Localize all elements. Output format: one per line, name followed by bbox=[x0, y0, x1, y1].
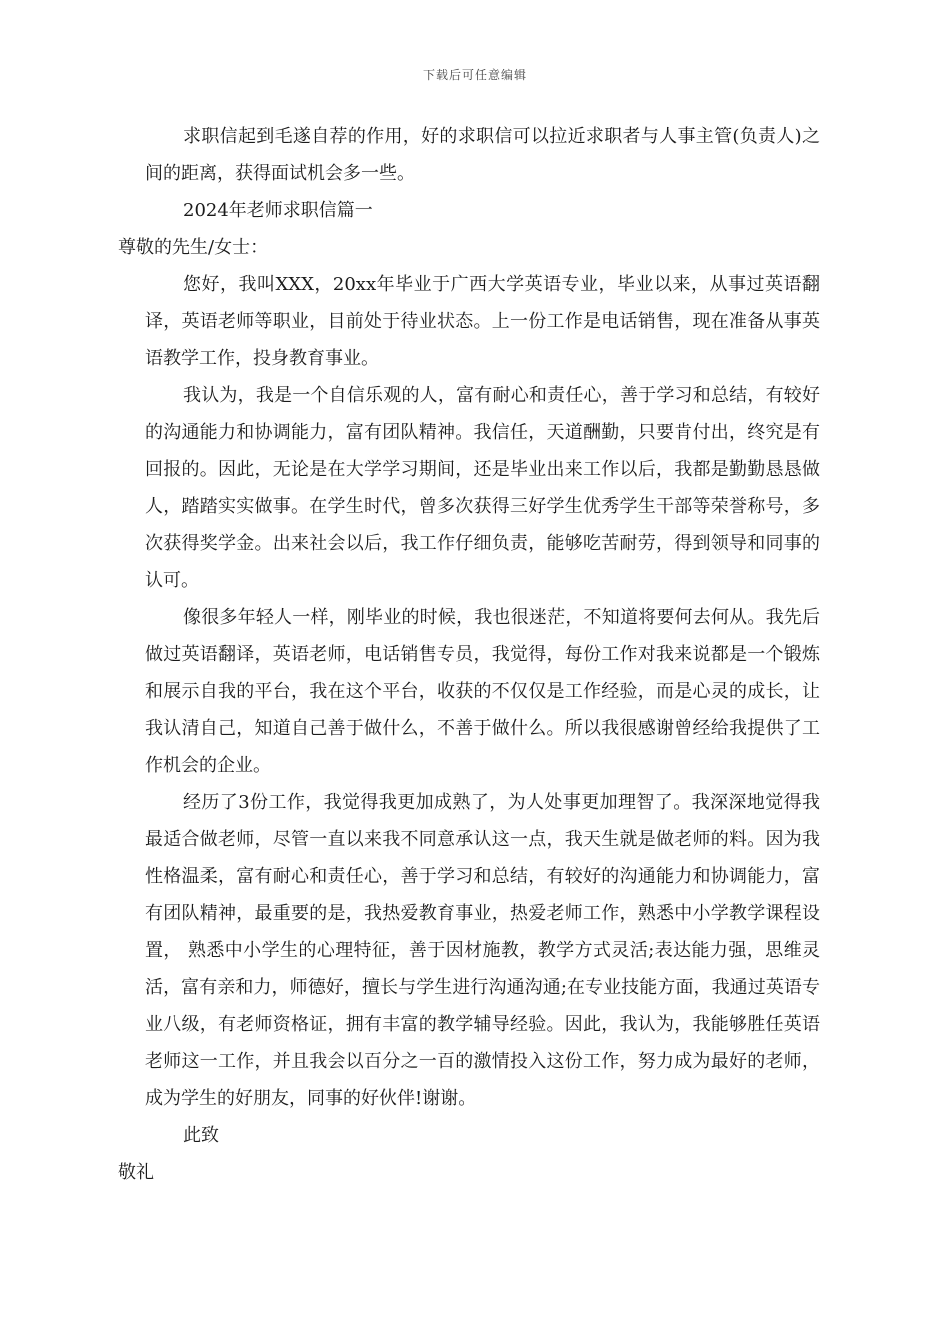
letter-paragraph: 经历了3份工作，我觉得我更加成熟了，为人处事更加理智了。我深深地觉得我最适合做老师，尽管一直以来我不同意承认这一点，我天生就是做老师的料。因为我性格温柔，富有耐心和责任心，善于学习和总结，有较好的沟通能力和协调能力，富有团队精神，最重要的是，我热爱教育事业，热爱老师工作，熟悉中小学教学课程设置， 熟悉中小学生的心理特征，善于因材施教，教学方式灵活;表达能力强，思维灵活，富有亲和力，师德好，擅长与学生进行沟通沟通;在专业技能方面，我通过英语专业八级，有老师资格证，拥有丰富的教学辅导经验。因此，我认为，我能够胜任英语老师这一工作，并且我会以百分之一百的激情投入这份工作，努力成为最好的老师，成为学生的好朋友，同事的好伙伴!谢谢。 bbox=[145, 792, 820, 1109]
letter-closing: 此致 bbox=[183, 1125, 219, 1146]
letter-salutation: 尊敬的先生/女士： bbox=[118, 237, 269, 258]
letter-title: 2024年老师求职信篇一 bbox=[183, 200, 373, 221]
letter-regards: 敬礼 bbox=[118, 1162, 154, 1183]
letter-paragraph: 您好，我叫XXX，20xx年毕业于广西大学英语专业，毕业以来，从事过英语翻译，英语老师等职业，目前处于待业状态。上一份工作是电话销售，现在准备从事英语教学工作，投身教育事业。 bbox=[145, 274, 820, 369]
document-body bbox=[118, 118, 820, 1191]
letter-paragraph: 我认为，我是一个自信乐观的人，富有耐心和责任心，善于学习和总结，有较好的沟通能力和协调能力，富有团队精神。我信任，天道酬勤，只要肯付出，终究是有回报的。因此，无论是在大学学习期间，还是毕业出来工作以后，我都是勤勤恳恳做人，踏踏实实做事。在学生时代，曾多次获得三好学生优秀学生干部等荣誉称号，多次获得奖学金。出来社会以后，我工作仔细负责，能够吃苦耐劳，得到领导和同事的认可。 bbox=[145, 385, 820, 591]
intro-paragraph: 求职信起到毛遂自荐的作用，好的求职信可以拉近求职者与人事主管(负责人)之间的距离，获得面试机会多一些。 bbox=[145, 126, 820, 184]
letter-paragraph: 像很多年轻人一样，刚毕业的时候，我也很迷茫，不知道将要何去何从。我先后做过英语翻译，英语老师，电话销售专员，我觉得，每份工作对我来说都是一个锻炼和展示自我的平台，我在这个平台，收获的不仅仅是工作经验，而是心灵的成长，让我认清自己，知道自己善于做什么，不善于做什么。所以我很感谢曾经给我提供了工作机会的企业。 bbox=[145, 607, 820, 776]
page-header-note: 下载后可任意编辑 bbox=[422, 68, 527, 82]
